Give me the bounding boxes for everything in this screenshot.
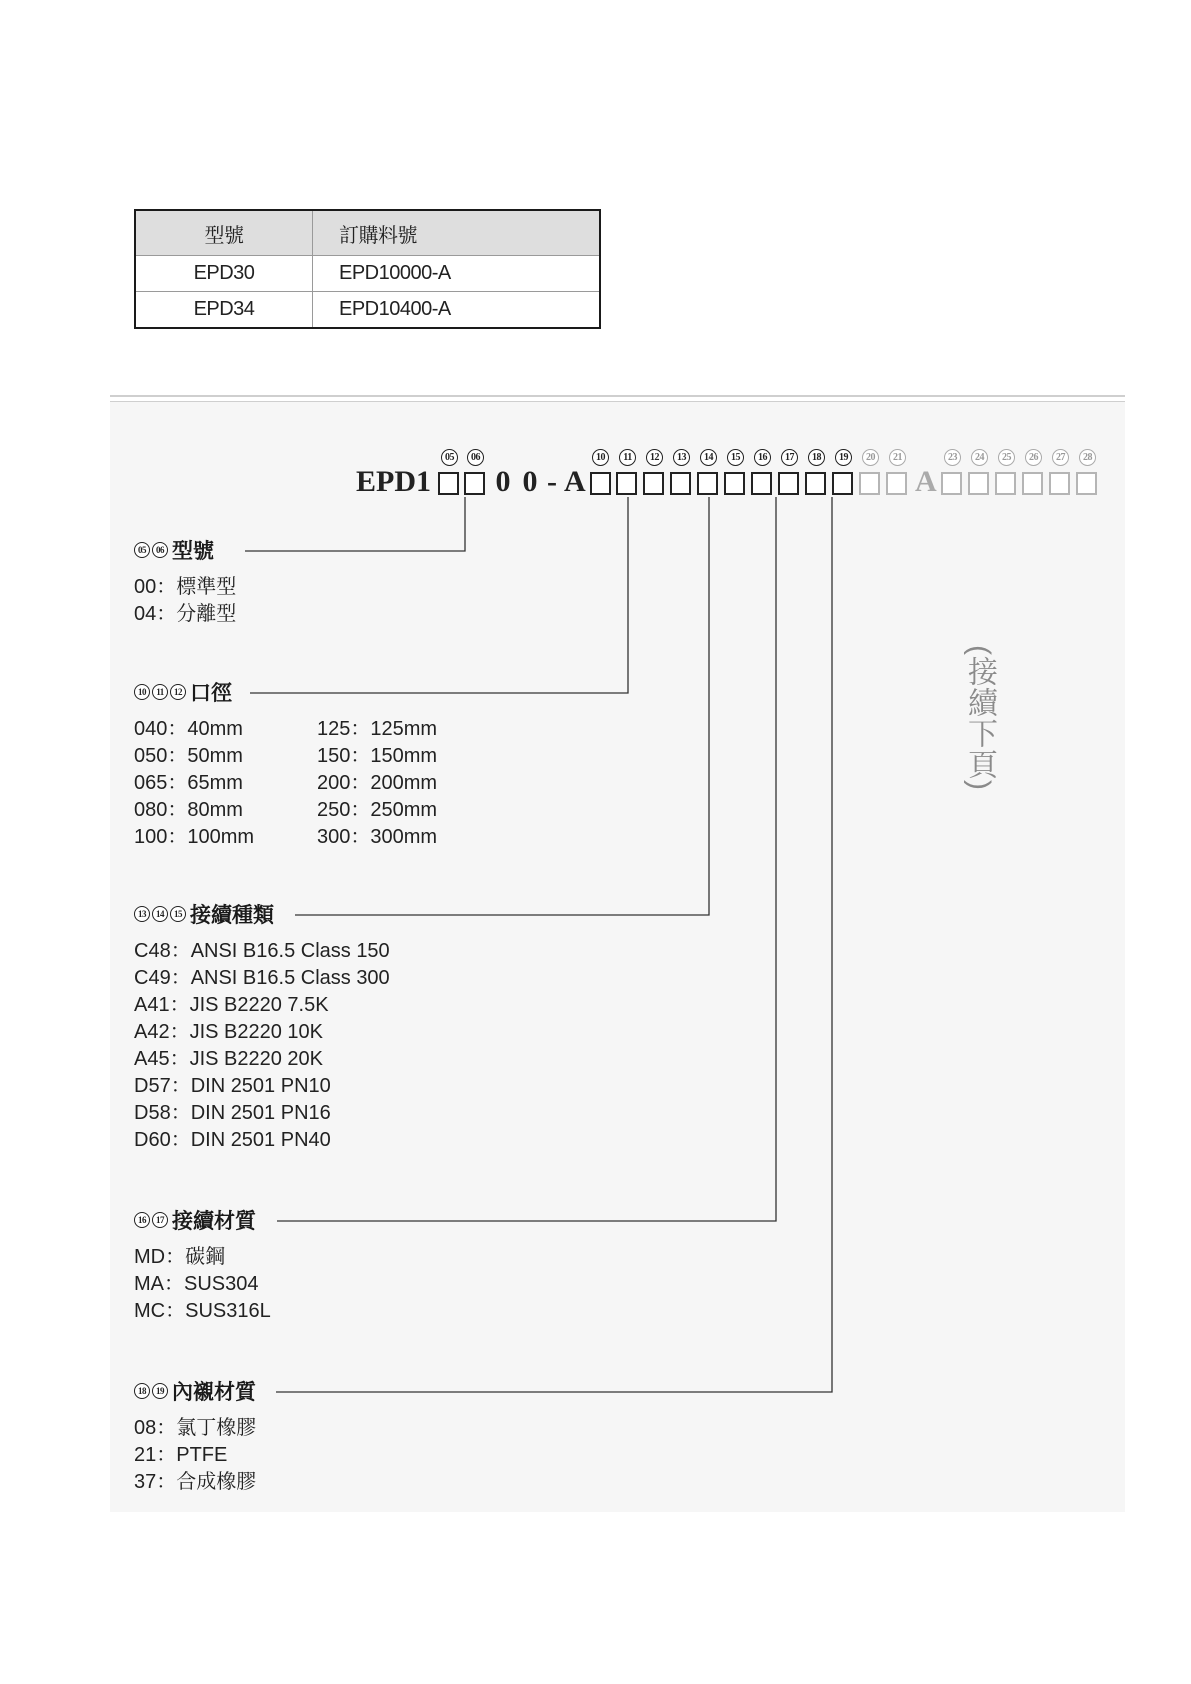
option-list xyxy=(134,574,236,628)
position-number: 10 xyxy=(134,684,150,700)
list-item: C49：ANSI B16.5 Class 300 xyxy=(134,967,390,989)
section-position-numbers xyxy=(134,1212,168,1228)
code-prefix: EPD1 xyxy=(356,465,431,498)
section-diameter xyxy=(134,678,517,851)
model-table xyxy=(134,209,601,329)
code-box-25 xyxy=(995,472,1016,495)
position-number: 11 xyxy=(619,449,636,466)
order-number-cell: EPD10000-A xyxy=(339,262,451,284)
position-number: 17 xyxy=(152,1212,168,1228)
section-heading xyxy=(134,900,390,928)
position-number: 15 xyxy=(727,449,744,466)
code-box-18 xyxy=(805,472,826,495)
list-item: C48：ANSI B16.5 Class 150 xyxy=(134,940,390,962)
list-item: 065：65mm xyxy=(134,772,243,794)
list-item: A41：JIS B2220 7.5K xyxy=(134,994,329,1016)
list-item: 050：50mm xyxy=(134,745,243,767)
code-box-28 xyxy=(1076,472,1097,495)
code-box-10 xyxy=(590,472,611,495)
section-lining-material xyxy=(134,1377,256,1496)
section-title: 接續材質 xyxy=(172,1210,256,1233)
continue-next-page-note: (接續下頁) xyxy=(963,645,996,791)
position-number: 18 xyxy=(808,449,825,466)
table-row xyxy=(135,292,600,329)
position-number: 23 xyxy=(944,449,961,466)
list-item: 250：250mm xyxy=(317,799,438,821)
option-list xyxy=(134,938,390,1154)
position-number: 25 xyxy=(998,449,1015,466)
code-box-23 xyxy=(941,472,962,495)
code-box-14 xyxy=(697,472,718,495)
option-list xyxy=(134,716,517,851)
code-box-21 xyxy=(886,472,907,495)
list-item: 08：氯丁橡膠 xyxy=(134,1417,257,1439)
position-number: 17 xyxy=(781,449,798,466)
code-box-24 xyxy=(968,472,989,495)
position-number: 28 xyxy=(1079,449,1096,466)
position-number: 27 xyxy=(1052,449,1069,466)
code-char-a-grey: A xyxy=(915,465,937,498)
list-item: 100：100mm xyxy=(134,826,255,848)
code-char-a: A xyxy=(564,465,586,498)
list-item: D58：DIN 2501 PN16 xyxy=(134,1102,331,1124)
section-position-numbers xyxy=(134,684,186,700)
header-order-number: 訂購料號 xyxy=(313,210,601,256)
position-number: 14 xyxy=(700,449,717,466)
section-position-numbers xyxy=(134,1383,168,1399)
list-item: 300：300mm xyxy=(317,826,438,848)
position-number: 13 xyxy=(673,449,690,466)
section-heading xyxy=(134,1206,271,1234)
list-item: 150：150mm xyxy=(317,745,438,767)
section-connection-material xyxy=(134,1206,271,1325)
code-box-05 xyxy=(438,472,459,495)
section-heading xyxy=(134,678,517,706)
option-list xyxy=(134,1244,271,1325)
list-item: 04：分離型 xyxy=(134,603,237,625)
list-item: D60：DIN 2501 PN40 xyxy=(134,1129,331,1151)
position-number: 21 xyxy=(889,449,906,466)
position-number: 18 xyxy=(134,1383,150,1399)
position-number: 26 xyxy=(1025,449,1042,466)
list-item: 200：200mm xyxy=(317,772,438,794)
list-item: 00：標準型 xyxy=(134,576,237,598)
position-number: 24 xyxy=(971,449,988,466)
position-number: 19 xyxy=(152,1383,168,1399)
section-title: 接續種類 xyxy=(190,904,274,927)
section-position-numbers xyxy=(134,542,168,558)
list-item: MD：碳鋼 xyxy=(134,1246,226,1268)
list-item: 125：125mm xyxy=(317,718,438,740)
list-item: 040：40mm xyxy=(134,718,243,740)
section-heading xyxy=(134,1377,256,1405)
section-connection-type xyxy=(134,900,390,1154)
option-list xyxy=(134,1415,256,1496)
position-number: 06 xyxy=(152,542,168,558)
list-item: 080：80mm xyxy=(134,799,243,821)
code-box-16 xyxy=(751,472,772,495)
code-box-20 xyxy=(859,472,880,495)
position-number: 19 xyxy=(835,449,852,466)
code-box-12 xyxy=(643,472,664,495)
list-item: A42：JIS B2220 10K xyxy=(134,1021,324,1043)
code-char-dash: - xyxy=(547,465,557,498)
code-box-06 xyxy=(464,472,485,495)
code-box-27 xyxy=(1049,472,1070,495)
list-item: A45：JIS B2220 20K xyxy=(134,1048,324,1070)
list-item: 21：PTFE xyxy=(134,1444,228,1466)
header-model: 型號 xyxy=(135,210,313,256)
position-number: 15 xyxy=(170,906,186,922)
position-number: 13 xyxy=(134,906,150,922)
position-number: 16 xyxy=(754,449,771,466)
section-title: 內襯材質 xyxy=(172,1381,256,1404)
code-char-zero: 0 xyxy=(495,465,511,498)
code-box-26 xyxy=(1022,472,1043,495)
table-row xyxy=(135,256,600,292)
model-cell: EPD34 xyxy=(135,292,313,329)
code-box-17 xyxy=(778,472,799,495)
section-title: 型號 xyxy=(172,540,214,563)
model-cell: EPD30 xyxy=(135,256,313,292)
list-item: 37：合成橡膠 xyxy=(134,1471,257,1493)
list-item: D57：DIN 2501 PN10 xyxy=(134,1075,331,1097)
section-title: 口徑 xyxy=(190,682,232,705)
position-number: 06 xyxy=(467,449,484,466)
code-box-11 xyxy=(616,472,637,495)
section-heading xyxy=(134,536,236,564)
position-number: 20 xyxy=(862,449,879,466)
table-header-row xyxy=(135,210,600,256)
position-number: 14 xyxy=(152,906,168,922)
position-number: 12 xyxy=(646,449,663,466)
position-number: 12 xyxy=(170,684,186,700)
section-position-numbers xyxy=(134,906,186,922)
position-number: 05 xyxy=(441,449,458,466)
code-box-13 xyxy=(670,472,691,495)
order-number-cell: EPD10400-A xyxy=(313,292,601,329)
section-model xyxy=(134,536,236,628)
code-box-15 xyxy=(724,472,745,495)
position-number: 16 xyxy=(134,1212,150,1228)
code-box-19 xyxy=(832,472,853,495)
list-item: MA：SUS304 xyxy=(134,1273,259,1295)
list-item: MC：SUS316L xyxy=(134,1300,271,1322)
position-number: 11 xyxy=(152,684,168,700)
position-number: 10 xyxy=(592,449,609,466)
code-char-zero: 0 xyxy=(522,465,538,498)
position-number: 05 xyxy=(134,542,150,558)
